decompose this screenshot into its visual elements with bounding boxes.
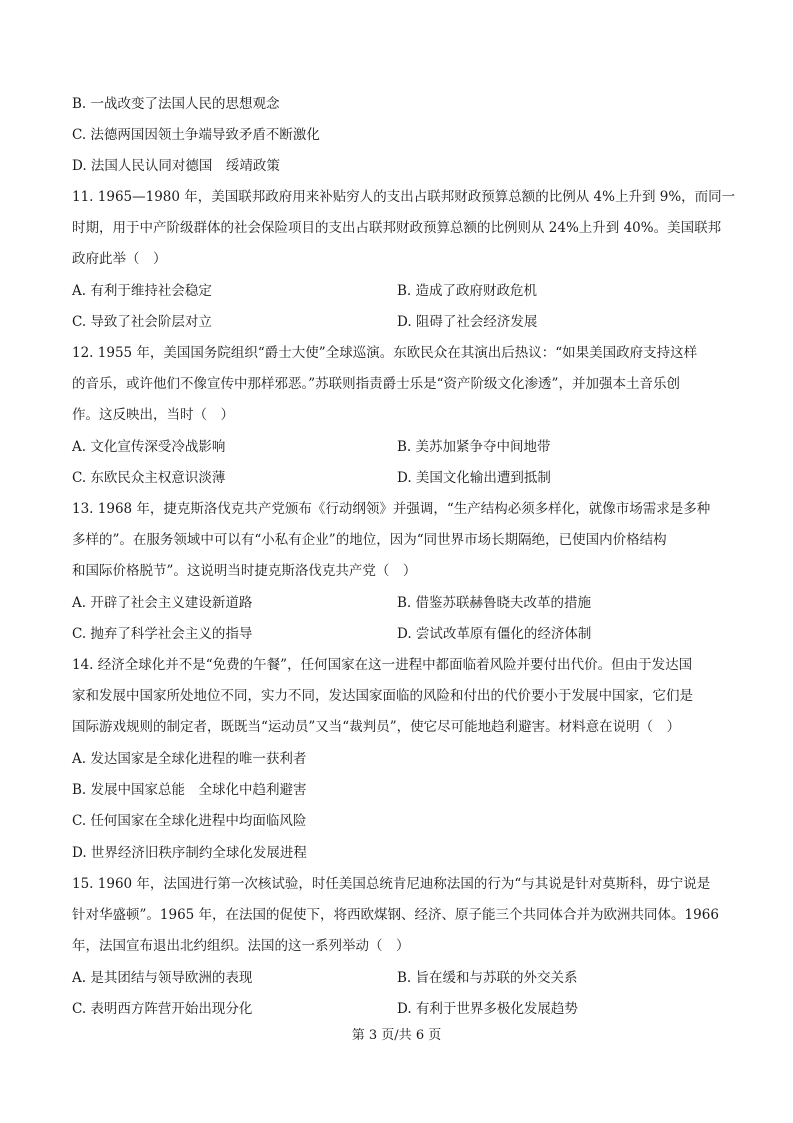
q10-option-d: D. 法国人民认同对德国 绥靖政策 (72, 158, 280, 174)
q12-stem-line-3: 作。这反映出，当时（ ） (72, 407, 234, 423)
q14-stem-line-3: 国际游戏规则的制定者，既既当“运动员”又当“裁判员”，使它尽可能地趋利避害。材料意在说明（ ） (72, 719, 681, 735)
q11-option-b: B. 造成了政府财政危机 (397, 283, 538, 299)
q14-option-d: D. 世界经济旧秩序制约全球化发展进程 (72, 845, 307, 861)
q11-stem-line-1: 11. 1965—1980 年，美国联邦政府用来补贴穷人的支出占联邦财政预算总额的比例从 4%上升到 9%，而同一 (72, 189, 736, 205)
page-number: 第 3 页/共 6 页 (351, 1028, 442, 1043)
q12-option-b: B. 美苏加紧争夺中间地带 (397, 439, 551, 455)
q15-option-a: A. 是其团结与领导欧洲的表现 (72, 970, 253, 986)
q15-option-d: D. 有利于世界多极化发展趋势 (397, 1001, 578, 1017)
q15-stem-line-1: 15. 1960 年，法国进行第一次核试验，时任美国总统肯尼迪称法国的行为“与其说是针对莫斯科，毋宁说是 (72, 876, 711, 892)
q10-option-c: C. 法德两国因领土争端导致矛盾不断激化 (72, 127, 320, 143)
q15-option-b: B. 旨在缓和与苏联的外交关系 (397, 970, 578, 986)
q14-stem-line-2: 家和发展中国家所处地位不同，实力不同，发达国家面临的风险和付出的代价要小于发展中国家，它们是 (72, 688, 693, 704)
q12-option-d: D. 美国文化输出遭到抵制 (397, 470, 551, 486)
q14-option-c: C. 任何国家在全球化进程中均面临风险 (72, 813, 307, 829)
q13-stem-line-2: 多样的”。在服务领域中可以有“小私有企业”的地位，因为“同世界市场长期隔绝，已使国内价格结构 (72, 532, 667, 548)
q15-stem-line-3: 年，法国宣布退出北约组织。法国的这一系列举动（ ） (72, 938, 410, 954)
q11-option-c: C. 导致了社会阶层对立 (72, 314, 212, 330)
q13-option-b: B. 借鉴苏联赫鲁晓夫改革的措施 (397, 595, 592, 611)
q13-option-c: C. 抛弃了科学社会主义的指导 (72, 626, 253, 642)
q12-option-c: C. 东欧民众主权意识淡薄 (72, 470, 226, 486)
q10-option-b: B. 一战改变了法国人民的思想观念 (72, 96, 280, 112)
q12-stem-line-2: 的音乐，或许他们不像宣传中那样邪恶。”苏联则指责爵士乐是“资产阶级文化渗透”，并加强本土音乐创 (72, 376, 680, 392)
q13-option-d: D. 尝试改革原有僵化的经济体制 (397, 626, 592, 642)
q14-stem-line-1: 14. 经济全球化并不是“免费的午餐”，任何国家在这一进程中都面临着风险并要付出代价。但由于发达国 (72, 657, 693, 673)
q11-option-a: A. 有利于维持社会稳定 (72, 283, 212, 299)
q11-stem-line-3: 政府此举（ ） (72, 251, 167, 267)
q13-stem-line-1: 13. 1968 年，捷克斯洛伐克共产党颁布《行动纲领》并强调，“生产结构必须多样化，就像市场需求是多种 (72, 501, 711, 517)
q14-option-a: A. 发达国家是全球化进程的唯一获利者 (72, 751, 307, 767)
q15-option-c: C. 表明西方阵营开始出现分化 (72, 1001, 253, 1017)
q12-stem-line-1: 12. 1955 年，美国国务院组织“爵士大使”全球巡演。东欧民众在其演出后热议：“如果美国政府支持这样 (72, 345, 698, 361)
q13-option-a: A. 开辟了社会主义建设新道路 (72, 595, 253, 611)
q11-stem-line-2: 时期，用于中产阶级群体的社会保险项目的支出占联邦财政预算总额的比例则从 24%上升到 40%。美国联邦 (72, 220, 722, 236)
q11-option-d: D. 阻碍了社会经济发展 (397, 314, 538, 330)
q15-stem-line-2: 针对华盛顿”。1965 年，在法国的促使下，将西欧煤钢、经济、原子能三个共同体合并为欧洲共同体。1966 (72, 907, 719, 923)
q13-stem-line-3: 和国际价格脱节”。这说明当时捷克斯洛伐克共产党（ ） (72, 563, 417, 579)
q12-option-a: A. 文化宣传深受冷战影响 (72, 439, 226, 455)
q14-option-b: B. 发展中国家总能 全球化中趋利避害 (72, 782, 307, 798)
